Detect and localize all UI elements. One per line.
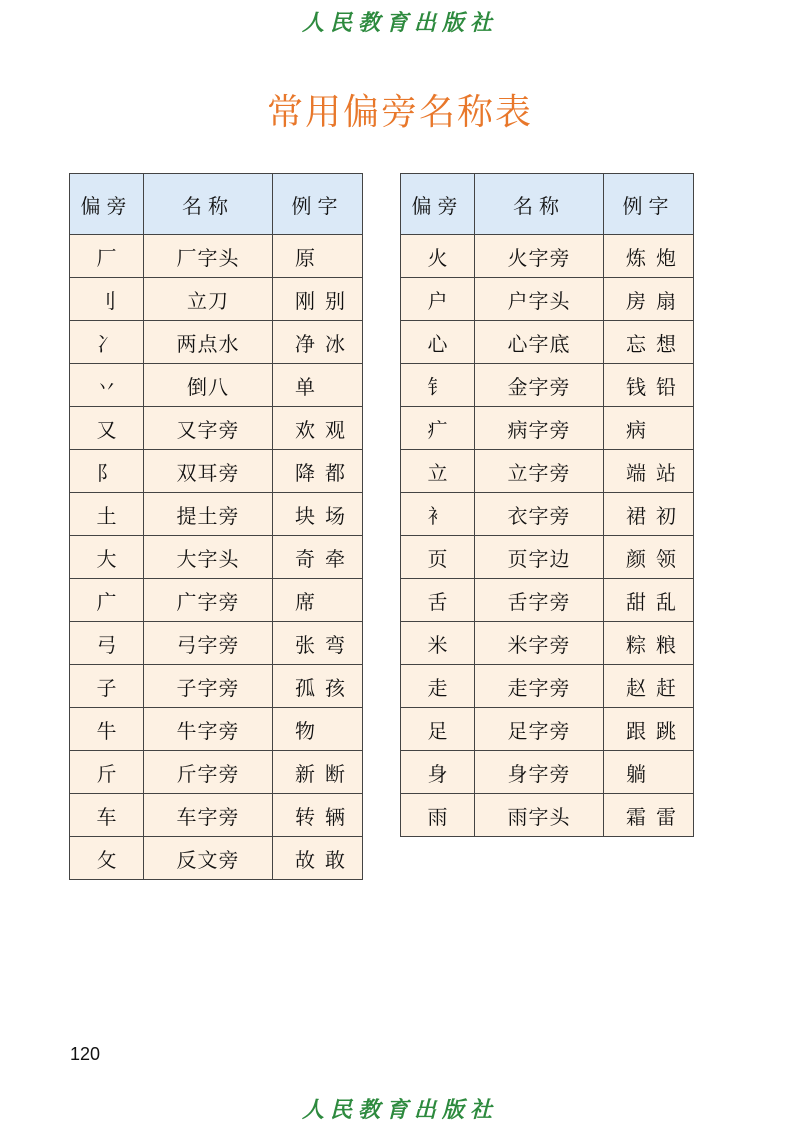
radical-cell: 车 bbox=[70, 794, 144, 837]
examples-cell: 席 bbox=[273, 579, 363, 622]
name-cell: 弓字旁 bbox=[144, 622, 273, 665]
name-cell: 金字旁 bbox=[475, 364, 604, 407]
table-header-row bbox=[401, 174, 694, 235]
radical-cell: 土 bbox=[70, 493, 144, 536]
examples-cell: 故敢 bbox=[273, 837, 363, 880]
table-row bbox=[70, 794, 363, 837]
examples-cell: 钱铅 bbox=[604, 364, 694, 407]
table-row bbox=[401, 751, 694, 794]
examples-cell: 忘想 bbox=[604, 321, 694, 364]
table-row bbox=[401, 278, 694, 321]
radical-cell: 牛 bbox=[70, 708, 144, 751]
table-row bbox=[401, 450, 694, 493]
name-cell: 立字旁 bbox=[475, 450, 604, 493]
page-title: 常用偏旁名称表 bbox=[266, 92, 533, 133]
radical-cell: 身 bbox=[401, 751, 475, 794]
header-name: 名称 bbox=[475, 174, 604, 235]
examples-cell: 端站 bbox=[604, 450, 694, 493]
header-examples: 例字 bbox=[273, 174, 363, 235]
radical-cell: 舌 bbox=[401, 579, 475, 622]
radical-cell: 大 bbox=[70, 536, 144, 579]
table-row bbox=[70, 407, 363, 450]
examples-cell: 孤孩 bbox=[273, 665, 363, 708]
table-row bbox=[401, 321, 694, 364]
name-cell: 双耳旁 bbox=[144, 450, 273, 493]
examples-cell: 转辆 bbox=[273, 794, 363, 837]
table-row bbox=[401, 708, 694, 751]
page-number: 120 bbox=[70, 1044, 101, 1064]
table-row bbox=[401, 235, 694, 278]
radical-cell: 刂 bbox=[70, 278, 144, 321]
radical-cell: 钅 bbox=[401, 364, 475, 407]
examples-cell: 粽粮 bbox=[604, 622, 694, 665]
radical-table-left bbox=[69, 173, 363, 880]
radical-cell: 斤 bbox=[70, 751, 144, 794]
name-cell: 页字边 bbox=[475, 536, 604, 579]
name-cell: 衣字旁 bbox=[475, 493, 604, 536]
examples-cell: 颜领 bbox=[604, 536, 694, 579]
examples-cell: 物 bbox=[273, 708, 363, 751]
table-row bbox=[70, 364, 363, 407]
radical-cell: 广 bbox=[70, 579, 144, 622]
radical-cell: 攵 bbox=[70, 837, 144, 880]
table-row bbox=[401, 536, 694, 579]
publisher-logo-top: 人民教育出版社 bbox=[301, 10, 498, 36]
table-row bbox=[70, 536, 363, 579]
table-row bbox=[401, 407, 694, 450]
examples-cell: 甜乱 bbox=[604, 579, 694, 622]
radical-cell: 走 bbox=[401, 665, 475, 708]
radical-cell: 厂 bbox=[70, 235, 144, 278]
radical-cell: 子 bbox=[70, 665, 144, 708]
examples-cell: 块场 bbox=[273, 493, 363, 536]
publisher-logo-bottom: 人民教育出版社 bbox=[301, 1097, 498, 1123]
radical-cell: 火 bbox=[401, 235, 475, 278]
examples-cell: 欢观 bbox=[273, 407, 363, 450]
name-cell: 走字旁 bbox=[475, 665, 604, 708]
examples-cell: 降都 bbox=[273, 450, 363, 493]
examples-cell: 净冰 bbox=[273, 321, 363, 364]
name-cell: 户字头 bbox=[475, 278, 604, 321]
examples-cell: 裙初 bbox=[604, 493, 694, 536]
name-cell: 身字旁 bbox=[475, 751, 604, 794]
table-row bbox=[70, 321, 363, 364]
radical-cell: 又 bbox=[70, 407, 144, 450]
table-row bbox=[70, 493, 363, 536]
examples-cell: 跟跳 bbox=[604, 708, 694, 751]
examples-cell: 赵赶 bbox=[604, 665, 694, 708]
name-cell: 车字旁 bbox=[144, 794, 273, 837]
name-cell: 厂字头 bbox=[144, 235, 273, 278]
name-cell: 斤字旁 bbox=[144, 751, 273, 794]
radical-cell: 雨 bbox=[401, 794, 475, 837]
table-row bbox=[70, 837, 363, 880]
table-row bbox=[70, 751, 363, 794]
name-cell: 心字底 bbox=[475, 321, 604, 364]
examples-cell: 炼炮 bbox=[604, 235, 694, 278]
examples-cell: 张弯 bbox=[273, 622, 363, 665]
name-cell: 提土旁 bbox=[144, 493, 273, 536]
name-cell: 广字旁 bbox=[144, 579, 273, 622]
radical-cell: 心 bbox=[401, 321, 475, 364]
table-row bbox=[70, 450, 363, 493]
table-row bbox=[401, 622, 694, 665]
table-row bbox=[70, 579, 363, 622]
radical-table-right bbox=[400, 173, 694, 837]
table-row bbox=[70, 235, 363, 278]
radical-cell: 冫 bbox=[70, 321, 144, 364]
examples-cell: 新断 bbox=[273, 751, 363, 794]
examples-cell: 原 bbox=[273, 235, 363, 278]
name-cell: 又字旁 bbox=[144, 407, 273, 450]
examples-cell: 病 bbox=[604, 407, 694, 450]
header-radical: 偏旁 bbox=[401, 174, 475, 235]
table-row bbox=[70, 665, 363, 708]
examples-cell: 奇牵 bbox=[273, 536, 363, 579]
name-cell: 大字头 bbox=[144, 536, 273, 579]
examples-cell: 刚别 bbox=[273, 278, 363, 321]
radical-cell: 疒 bbox=[401, 407, 475, 450]
radical-cell: 户 bbox=[401, 278, 475, 321]
name-cell: 火字旁 bbox=[475, 235, 604, 278]
table-row bbox=[401, 364, 694, 407]
name-cell: 舌字旁 bbox=[475, 579, 604, 622]
name-cell: 倒八 bbox=[144, 364, 273, 407]
examples-cell: 单 bbox=[273, 364, 363, 407]
radical-cell: 米 bbox=[401, 622, 475, 665]
table-row bbox=[70, 278, 363, 321]
name-cell: 反文旁 bbox=[144, 837, 273, 880]
table-row bbox=[401, 665, 694, 708]
radical-cell: 丷 bbox=[70, 364, 144, 407]
radical-cell: 足 bbox=[401, 708, 475, 751]
examples-cell: 房扇 bbox=[604, 278, 694, 321]
table-row bbox=[401, 493, 694, 536]
table-row bbox=[401, 579, 694, 622]
radical-cell: 立 bbox=[401, 450, 475, 493]
name-cell: 立刀 bbox=[144, 278, 273, 321]
name-cell: 两点水 bbox=[144, 321, 273, 364]
header-examples: 例字 bbox=[604, 174, 694, 235]
name-cell: 子字旁 bbox=[144, 665, 273, 708]
table-row bbox=[401, 794, 694, 837]
name-cell: 米字旁 bbox=[475, 622, 604, 665]
table-row bbox=[70, 622, 363, 665]
radical-cell: 弓 bbox=[70, 622, 144, 665]
header-name: 名称 bbox=[144, 174, 273, 235]
name-cell: 病字旁 bbox=[475, 407, 604, 450]
radical-cell: 页 bbox=[401, 536, 475, 579]
name-cell: 牛字旁 bbox=[144, 708, 273, 751]
table-header-row bbox=[70, 174, 363, 235]
radical-cell: 衤 bbox=[401, 493, 475, 536]
examples-cell: 躺 bbox=[604, 751, 694, 794]
name-cell: 雨字头 bbox=[475, 794, 604, 837]
header-radical: 偏旁 bbox=[70, 174, 144, 235]
table-row bbox=[70, 708, 363, 751]
radical-cell: 阝 bbox=[70, 450, 144, 493]
examples-cell: 霜雷 bbox=[604, 794, 694, 837]
name-cell: 足字旁 bbox=[475, 708, 604, 751]
